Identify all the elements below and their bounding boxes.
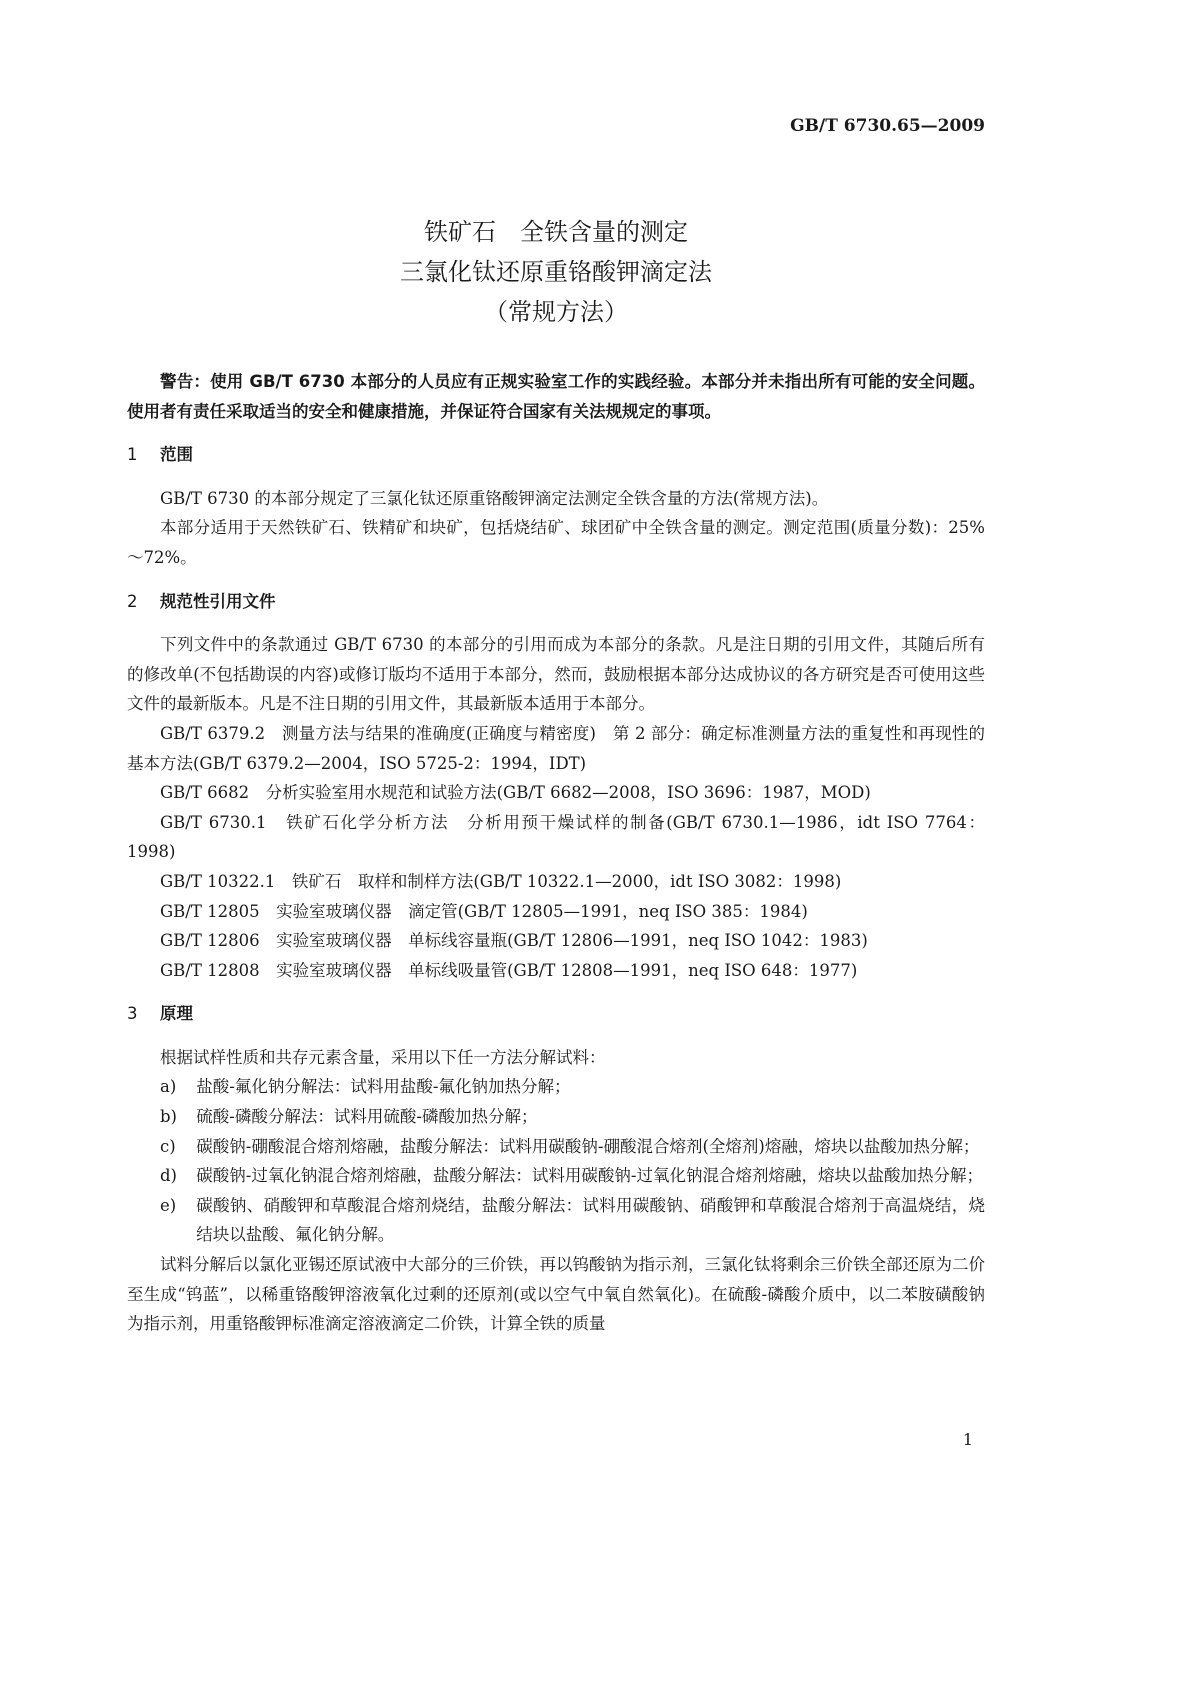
reference-item: GB/T 12805 实验室玻璃仪器 滴定管(GB/T 12805—1991，neq ISO 385：1984)	[160, 901, 808, 921]
paragraph: 根据试样性质和共存元素含量，采用以下任一方法分解试料：	[160, 1047, 606, 1067]
list-marker: d)	[160, 1166, 177, 1186]
list-marker: c)	[160, 1136, 176, 1156]
section-title: 规范性引用文件	[160, 591, 276, 611]
list-item	[127, 1191, 985, 1250]
list-item	[127, 1072, 985, 1102]
reference-item: GB/T 10322.1 铁矿石 取样和制样方法(GB/T 10322.1—2000，idt ISO 3082：1998)	[160, 871, 842, 891]
list-text: 碳酸钠-过氧化钠混合熔剂熔融，盐酸分解法：试料用碳酸钠-过氧化钠混合熔剂熔融，熔块以盐酸加热分解；	[196, 1166, 983, 1186]
reference-item: GB/T 6682 分析实验室用水规范和试验方法(GB/T 6682—2008，ISO 3696：1987，MOD)	[160, 783, 871, 803]
document-title	[127, 212, 985, 332]
list-marker: e)	[160, 1195, 177, 1215]
list-marker: b)	[160, 1107, 177, 1127]
title-line: 铁矿石 全铁含量的测定	[424, 218, 688, 246]
section-title: 原理	[160, 1004, 193, 1024]
section-heading-references	[127, 587, 985, 617]
reference-item: GB/T 12808 实验室玻璃仪器 单标线吸量管(GB/T 12808—1991，neq ISO 648：1977)	[160, 960, 858, 980]
section-number: 1	[127, 445, 138, 465]
reference-item: GB/T 12806 实验室玻璃仪器 单标线容量瓶(GB/T 12806—1991，neq ISO 1042：1983)	[160, 931, 868, 951]
title-line: （常规方法）	[484, 298, 628, 326]
section-number: 2	[127, 591, 138, 611]
paragraph: GB/T 6730 的本部分规定了三氯化钛还原重铬酸钾滴定法测定全铁含量的方法(常规方法)。	[160, 488, 829, 508]
section-number: 3	[127, 1004, 138, 1024]
list-marker: a)	[160, 1077, 177, 1097]
paragraph: 下列文件中的条款通过 GB/T 6730 的本部分的引用而成为本部分的条款。凡是注日期的引用文件，其随后所有的修改单(不包括勘误的内容)或修订版均不适用于本部分，然而，鼓励根据本部分达成协议的各方研究是否可使用这些文件的最新版本。凡是不注日期的引用文件，其最新版本适用于本部分。	[127, 635, 985, 714]
list-text: 碳酸钠-硼酸混合熔剂熔融，盐酸分解法：试料用碳酸钠-硼酸混合熔剂(全熔剂)熔融，熔块以盐酸加热分解；	[196, 1136, 980, 1156]
reference-item: GB/T 6730.1 铁矿石化学分析方法 分析用预干燥试样的制备(GB/T 6730.1—1986，idt ISO 7764：1998)	[127, 812, 985, 862]
list-text: 硫酸-磷酸分解法：试料用硫酸-磷酸加热分解；	[196, 1107, 538, 1127]
paragraph: 本部分适用于天然铁矿石、铁精矿和块矿，包括烧结矿、球团矿中全铁含量的测定。测定范围(质量分数)：25%～72%。	[127, 518, 985, 567]
list-item	[127, 1102, 985, 1132]
paragraph: 试料分解后以氯化亚锡还原试液中大部分的三价铁，再以钨酸钠为指示剂，三氯化钛将剩余三价铁全部还原为二价至生成“钨蓝”，以稀重铬酸钾溶液氧化过剩的还原剂(或以空气中氧自然氧化)。在硫酸-磷酸介质中，以二苯胺磺酸钠为指示剂，用重铬酸钾标准滴定溶液滴定二价铁，计算全铁的质量	[127, 1255, 985, 1334]
reference-item: GB/T 6379.2 测量方法与结果的准确度(正确度与精密度) 第 2 部分：确定标准测量方法的重复性和再现性的基本方法(GB/T 6379.2—2004，ISO 5725-2：1994，IDT)	[127, 723, 985, 773]
section-title: 范围	[160, 445, 193, 465]
list-item	[127, 1132, 985, 1162]
document-body	[127, 367, 985, 1339]
section-heading-scope	[127, 440, 985, 470]
section-heading-principle	[127, 999, 985, 1029]
page-number: 1	[962, 1430, 973, 1449]
list-text: 碳酸钠、硝酸钾和草酸混合熔剂烧结，盐酸分解法：试料用碳酸钠、硝酸钾和草酸混合熔剂于高温烧结，烧结块以盐酸、氟化钠分解。	[196, 1195, 985, 1245]
list-text: 盐酸-氟化钠分解法：试料用盐酸-氟化钠加热分解；	[196, 1077, 571, 1097]
standard-number: GB/T 6730.65—2009	[790, 116, 985, 136]
title-line: 三氯化钛还原重铬酸钾滴定法	[400, 258, 712, 286]
list-item	[127, 1161, 985, 1191]
warning-paragraph: 警告：使用 GB/T 6730 本部分的人员应有正规实验室工作的实践经验。本部分并未指出所有可能的安全问题。使用者有责任采取适当的安全和健康措施，并保证符合国家有关法规规定的事项。	[127, 372, 985, 421]
